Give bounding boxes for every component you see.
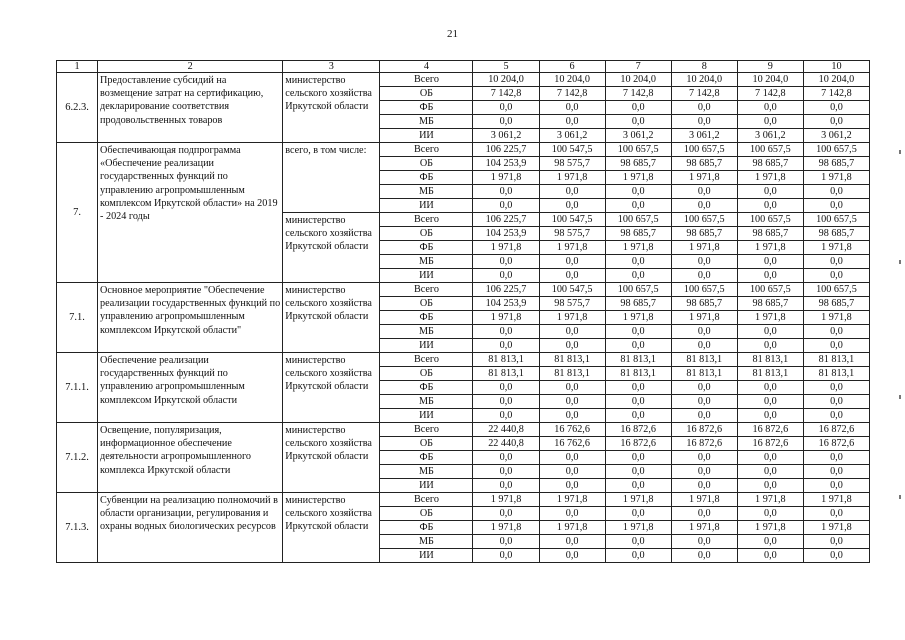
value-cell: 1 971,8 [473, 171, 539, 185]
value-cell: 0,0 [671, 269, 737, 283]
value-cell: 1 971,8 [671, 171, 737, 185]
value-cell: 98 575,7 [539, 227, 605, 241]
funding-source-cell: ИИ [380, 479, 473, 493]
value-cell: 98 685,7 [671, 157, 737, 171]
executor-cell: министерство сельского хозяйства Иркутской области [283, 213, 380, 283]
value-cell: 0,0 [803, 535, 869, 549]
value-cell: 16 872,6 [737, 423, 803, 437]
value-cell: 0,0 [539, 535, 605, 549]
funding-source-cell: Всего [380, 353, 473, 367]
value-cell: 3 061,2 [671, 129, 737, 143]
funding-source-cell: ФБ [380, 101, 473, 115]
value-cell: 0,0 [671, 535, 737, 549]
funding-source-cell: ФБ [380, 241, 473, 255]
value-cell: 10 204,0 [737, 73, 803, 87]
header-cell: 7 [605, 61, 671, 73]
executor-cell: министерство сельского хозяйства Иркутской области [283, 493, 380, 563]
value-cell: 0,0 [737, 115, 803, 129]
value-cell: 0,0 [473, 479, 539, 493]
funding-source-cell: ОБ [380, 507, 473, 521]
value-cell: 3 061,2 [803, 129, 869, 143]
value-cell: 0,0 [539, 507, 605, 521]
value-cell: 1 971,8 [473, 493, 539, 507]
value-cell: 10 204,0 [473, 73, 539, 87]
value-cell: 1 971,8 [539, 241, 605, 255]
value-cell: 0,0 [803, 381, 869, 395]
value-cell: 10 204,0 [803, 73, 869, 87]
value-cell: 98 685,7 [671, 297, 737, 311]
value-cell: 0,0 [473, 255, 539, 269]
value-cell: 0,0 [539, 325, 605, 339]
funding-source-cell: МБ [380, 115, 473, 129]
value-cell: 0,0 [671, 339, 737, 353]
value-cell: 0,0 [803, 465, 869, 479]
value-cell: 16 762,6 [539, 437, 605, 451]
item-name: Обеспечение реализации государственных функций по управлению агропромышленным комплексом Иркутской области [98, 353, 283, 423]
funding-source-cell: Всего [380, 213, 473, 227]
value-cell: 0,0 [803, 199, 869, 213]
item-code: 7.1.2. [57, 423, 98, 493]
value-cell: 0,0 [539, 409, 605, 423]
value-cell: 100 657,5 [737, 213, 803, 227]
value-cell: 1 971,8 [605, 171, 671, 185]
value-cell: 7 142,8 [671, 87, 737, 101]
value-cell: 0,0 [605, 325, 671, 339]
value-cell: 7 142,8 [737, 87, 803, 101]
item-code: 7.1.3. [57, 493, 98, 563]
value-cell: 1 971,8 [737, 493, 803, 507]
value-cell: 7 142,8 [605, 87, 671, 101]
value-cell: 16 872,6 [803, 423, 869, 437]
value-cell: 0,0 [473, 409, 539, 423]
value-cell: 0,0 [737, 479, 803, 493]
value-cell: 16 872,6 [737, 437, 803, 451]
funding-source-cell: ФБ [380, 381, 473, 395]
value-cell: 0,0 [473, 451, 539, 465]
value-cell: 0,0 [605, 381, 671, 395]
scan-mark [899, 150, 901, 154]
value-cell: 98 685,7 [605, 297, 671, 311]
executor-cell: министерство сельского хозяйства Иркутской области [283, 423, 380, 493]
value-cell: 1 971,8 [803, 311, 869, 325]
value-cell: 100 547,5 [539, 143, 605, 157]
value-cell: 0,0 [473, 395, 539, 409]
value-cell: 1 971,8 [473, 241, 539, 255]
funding-source-cell: МБ [380, 255, 473, 269]
value-cell: 98 685,7 [605, 227, 671, 241]
value-cell: 0,0 [737, 199, 803, 213]
value-cell: 22 440,8 [473, 423, 539, 437]
value-cell: 100 657,5 [803, 213, 869, 227]
table-row [57, 283, 870, 297]
value-cell: 104 253,9 [473, 227, 539, 241]
executor-cell: всего, в том числе: [283, 143, 380, 213]
funding-source-cell: МБ [380, 535, 473, 549]
value-cell: 0,0 [473, 199, 539, 213]
value-cell: 0,0 [803, 409, 869, 423]
value-cell: 0,0 [737, 409, 803, 423]
funding-source-cell: ФБ [380, 171, 473, 185]
value-cell: 100 657,5 [803, 283, 869, 297]
value-cell: 100 547,5 [539, 213, 605, 227]
value-cell: 0,0 [473, 549, 539, 563]
value-cell: 0,0 [605, 395, 671, 409]
value-cell: 0,0 [473, 535, 539, 549]
value-cell: 0,0 [605, 255, 671, 269]
value-cell: 1 971,8 [605, 521, 671, 535]
item-code: 7. [57, 143, 98, 283]
header-cell: 10 [803, 61, 869, 73]
table-row [57, 423, 870, 437]
value-cell: 0,0 [605, 185, 671, 199]
value-cell: 0,0 [605, 409, 671, 423]
table-row [57, 353, 870, 367]
funding-source-cell: Всего [380, 143, 473, 157]
header-row [57, 61, 870, 73]
funding-source-cell: ИИ [380, 199, 473, 213]
item-code: 7.1.1. [57, 353, 98, 423]
value-cell: 98 685,7 [671, 227, 737, 241]
value-cell: 81 813,1 [737, 353, 803, 367]
value-cell: 98 685,7 [803, 157, 869, 171]
value-cell: 1 971,8 [473, 521, 539, 535]
funding-source-cell: ИИ [380, 129, 473, 143]
value-cell: 106 225,7 [473, 213, 539, 227]
item-name: Освещение, популяризация, информационное обеспечение деятельности агропромышленного комплекса Иркутской области [98, 423, 283, 493]
value-cell: 0,0 [539, 269, 605, 283]
value-cell: 16 762,6 [539, 423, 605, 437]
value-cell: 1 971,8 [539, 493, 605, 507]
value-cell: 104 253,9 [473, 157, 539, 171]
value-cell: 0,0 [803, 115, 869, 129]
value-cell: 98 685,7 [737, 157, 803, 171]
value-cell: 3 061,2 [737, 129, 803, 143]
value-cell: 0,0 [671, 409, 737, 423]
value-cell: 81 813,1 [539, 367, 605, 381]
value-cell: 0,0 [737, 507, 803, 521]
funding-source-cell: Всего [380, 73, 473, 87]
value-cell: 1 971,8 [737, 171, 803, 185]
value-cell: 100 657,5 [671, 143, 737, 157]
scan-mark [899, 395, 901, 399]
funding-source-cell: ОБ [380, 157, 473, 171]
value-cell: 0,0 [605, 101, 671, 115]
value-cell: 0,0 [671, 451, 737, 465]
value-cell: 98 685,7 [803, 297, 869, 311]
value-cell: 98 575,7 [539, 297, 605, 311]
value-cell: 81 813,1 [737, 367, 803, 381]
item-name: Обеспечивающая подпрограмма «Обеспечение реализации государственных функций по управлению агропромышленным комплексом Иркутской области» на 2019 - 2024 годы [98, 143, 283, 283]
value-cell: 3 061,2 [539, 129, 605, 143]
value-cell: 1 971,8 [671, 493, 737, 507]
value-cell: 0,0 [605, 465, 671, 479]
value-cell: 81 813,1 [803, 367, 869, 381]
value-cell: 1 971,8 [605, 311, 671, 325]
budget-table [56, 60, 870, 563]
value-cell: 0,0 [737, 185, 803, 199]
value-cell: 81 813,1 [473, 353, 539, 367]
value-cell: 0,0 [671, 465, 737, 479]
value-cell: 1 971,8 [605, 241, 671, 255]
page-number: 21 [447, 28, 458, 40]
value-cell: 0,0 [671, 507, 737, 521]
value-cell: 0,0 [539, 199, 605, 213]
value-cell: 0,0 [605, 339, 671, 353]
funding-source-cell: ИИ [380, 339, 473, 353]
value-cell: 0,0 [737, 535, 803, 549]
funding-source-cell: Всего [380, 423, 473, 437]
value-cell: 1 971,8 [737, 311, 803, 325]
value-cell: 0,0 [605, 549, 671, 563]
value-cell: 81 813,1 [671, 353, 737, 367]
value-cell: 100 657,5 [803, 143, 869, 157]
item-name: Субвенции на реализацию полномочий в области организации, регулирования и охраны водных биологических ресурсов [98, 493, 283, 563]
funding-source-cell: ФБ [380, 311, 473, 325]
value-cell: 0,0 [473, 185, 539, 199]
value-cell: 0,0 [539, 101, 605, 115]
value-cell: 1 971,8 [803, 521, 869, 535]
funding-source-cell: ИИ [380, 409, 473, 423]
value-cell: 0,0 [605, 115, 671, 129]
value-cell: 0,0 [803, 255, 869, 269]
value-cell: 1 971,8 [671, 241, 737, 255]
funding-source-cell: МБ [380, 395, 473, 409]
value-cell: 0,0 [671, 325, 737, 339]
item-code: 7.1. [57, 283, 98, 353]
value-cell: 1 971,8 [803, 493, 869, 507]
table-row [57, 493, 870, 507]
funding-source-cell: ОБ [380, 297, 473, 311]
value-cell: 100 657,5 [671, 213, 737, 227]
value-cell: 106 225,7 [473, 143, 539, 157]
value-cell: 0,0 [737, 465, 803, 479]
value-cell: 0,0 [473, 101, 539, 115]
value-cell: 0,0 [671, 479, 737, 493]
value-cell: 104 253,9 [473, 297, 539, 311]
value-cell: 0,0 [539, 381, 605, 395]
value-cell: 0,0 [539, 185, 605, 199]
value-cell: 100 657,5 [671, 283, 737, 297]
value-cell: 1 971,8 [539, 171, 605, 185]
value-cell: 0,0 [539, 451, 605, 465]
value-cell: 0,0 [671, 395, 737, 409]
value-cell: 0,0 [803, 507, 869, 521]
value-cell: 0,0 [737, 451, 803, 465]
funding-source-cell: ОБ [380, 87, 473, 101]
funding-source-cell: Всего [380, 493, 473, 507]
value-cell: 1 971,8 [605, 493, 671, 507]
value-cell: 81 813,1 [539, 353, 605, 367]
value-cell: 0,0 [737, 549, 803, 563]
value-cell: 0,0 [473, 325, 539, 339]
table-row [57, 73, 870, 87]
value-cell: 98 575,7 [539, 157, 605, 171]
value-cell: 0,0 [605, 507, 671, 521]
value-cell: 0,0 [539, 255, 605, 269]
funding-source-cell: Всего [380, 283, 473, 297]
header-cell: 4 [380, 61, 473, 73]
value-cell: 106 225,7 [473, 283, 539, 297]
value-cell: 0,0 [605, 199, 671, 213]
value-cell: 0,0 [737, 255, 803, 269]
value-cell: 1 971,8 [671, 521, 737, 535]
value-cell: 1 971,8 [803, 241, 869, 255]
header-cell: 1 [57, 61, 98, 73]
item-code: 6.2.3. [57, 73, 98, 143]
value-cell: 0,0 [671, 101, 737, 115]
value-cell: 0,0 [473, 507, 539, 521]
funding-source-cell: МБ [380, 185, 473, 199]
value-cell: 22 440,8 [473, 437, 539, 451]
value-cell: 81 813,1 [605, 367, 671, 381]
value-cell: 1 971,8 [539, 521, 605, 535]
value-cell: 7 142,8 [539, 87, 605, 101]
value-cell: 0,0 [539, 395, 605, 409]
value-cell: 100 657,5 [737, 143, 803, 157]
funding-source-cell: ОБ [380, 437, 473, 451]
value-cell: 0,0 [539, 549, 605, 563]
value-cell: 1 971,8 [803, 171, 869, 185]
value-cell: 0,0 [473, 115, 539, 129]
header-cell: 6 [539, 61, 605, 73]
value-cell: 0,0 [803, 549, 869, 563]
table-row [57, 143, 870, 157]
value-cell: 100 657,5 [605, 213, 671, 227]
value-cell: 0,0 [605, 479, 671, 493]
value-cell: 81 813,1 [803, 353, 869, 367]
value-cell: 0,0 [605, 451, 671, 465]
value-cell: 0,0 [473, 381, 539, 395]
value-cell: 0,0 [671, 549, 737, 563]
scan-mark [899, 495, 901, 499]
value-cell: 16 872,6 [671, 437, 737, 451]
scan-mark [899, 260, 901, 264]
value-cell: 98 685,7 [737, 297, 803, 311]
value-cell: 0,0 [803, 325, 869, 339]
value-cell: 81 813,1 [605, 353, 671, 367]
value-cell: 0,0 [605, 535, 671, 549]
value-cell: 0,0 [803, 269, 869, 283]
value-cell: 0,0 [539, 465, 605, 479]
item-name: Предоставление субсидий на возмещение затрат на сертификацию, декларирование соответствия продовольственных товаров [98, 73, 283, 143]
value-cell: 81 813,1 [473, 367, 539, 381]
funding-source-cell: ИИ [380, 549, 473, 563]
value-cell: 0,0 [737, 269, 803, 283]
funding-source-cell: ОБ [380, 367, 473, 381]
value-cell: 10 204,0 [539, 73, 605, 87]
value-cell: 0,0 [539, 339, 605, 353]
value-cell: 10 204,0 [671, 73, 737, 87]
value-cell: 0,0 [671, 115, 737, 129]
executor-cell: министерство сельского хозяйства Иркутской области [283, 73, 380, 143]
header-cell: 5 [473, 61, 539, 73]
value-cell: 7 142,8 [803, 87, 869, 101]
funding-source-cell: ФБ [380, 521, 473, 535]
value-cell: 98 685,7 [803, 227, 869, 241]
funding-source-cell: ИИ [380, 269, 473, 283]
value-cell: 0,0 [473, 465, 539, 479]
value-cell: 0,0 [671, 381, 737, 395]
value-cell: 0,0 [803, 395, 869, 409]
value-cell: 98 685,7 [737, 227, 803, 241]
value-cell: 1 971,8 [671, 311, 737, 325]
value-cell: 100 657,5 [605, 143, 671, 157]
header-cell: 9 [737, 61, 803, 73]
value-cell: 0,0 [803, 101, 869, 115]
value-cell: 16 872,6 [671, 423, 737, 437]
value-cell: 0,0 [605, 269, 671, 283]
value-cell: 0,0 [539, 479, 605, 493]
value-cell: 0,0 [671, 199, 737, 213]
value-cell: 0,0 [803, 339, 869, 353]
value-cell: 81 813,1 [671, 367, 737, 381]
value-cell: 0,0 [671, 185, 737, 199]
value-cell: 0,0 [737, 395, 803, 409]
value-cell: 10 204,0 [605, 73, 671, 87]
value-cell: 0,0 [803, 451, 869, 465]
value-cell: 1 971,8 [737, 521, 803, 535]
executor-cell: министерство сельского хозяйства Иркутской области [283, 353, 380, 423]
value-cell: 3 061,2 [605, 129, 671, 143]
value-cell: 0,0 [671, 255, 737, 269]
table-body [57, 61, 870, 563]
value-cell: 16 872,6 [803, 437, 869, 451]
value-cell: 0,0 [473, 339, 539, 353]
value-cell: 0,0 [539, 115, 605, 129]
funding-source-cell: МБ [380, 325, 473, 339]
value-cell: 100 657,5 [605, 283, 671, 297]
value-cell: 0,0 [737, 381, 803, 395]
value-cell: 100 547,5 [539, 283, 605, 297]
funding-source-cell: ОБ [380, 227, 473, 241]
value-cell: 3 061,2 [473, 129, 539, 143]
value-cell: 0,0 [737, 339, 803, 353]
value-cell: 1 971,8 [473, 311, 539, 325]
header-cell: 2 [98, 61, 283, 73]
value-cell: 16 872,6 [605, 423, 671, 437]
header-cell: 8 [671, 61, 737, 73]
value-cell: 1 971,8 [737, 241, 803, 255]
funding-source-cell: МБ [380, 465, 473, 479]
funding-source-cell: ФБ [380, 451, 473, 465]
value-cell: 7 142,8 [473, 87, 539, 101]
value-cell: 0,0 [473, 269, 539, 283]
value-cell: 0,0 [737, 325, 803, 339]
value-cell: 1 971,8 [539, 311, 605, 325]
executor-cell: министерство сельского хозяйства Иркутской области [283, 283, 380, 353]
value-cell: 100 657,5 [737, 283, 803, 297]
value-cell: 98 685,7 [605, 157, 671, 171]
value-cell: 16 872,6 [605, 437, 671, 451]
value-cell: 0,0 [803, 185, 869, 199]
item-name: Основное мероприятие "Обеспечение реализации государственных функций по управлению агропромышленным комплексом Иркутской области" [98, 283, 283, 353]
value-cell: 0,0 [803, 479, 869, 493]
value-cell: 0,0 [737, 101, 803, 115]
header-cell: 3 [283, 61, 380, 73]
